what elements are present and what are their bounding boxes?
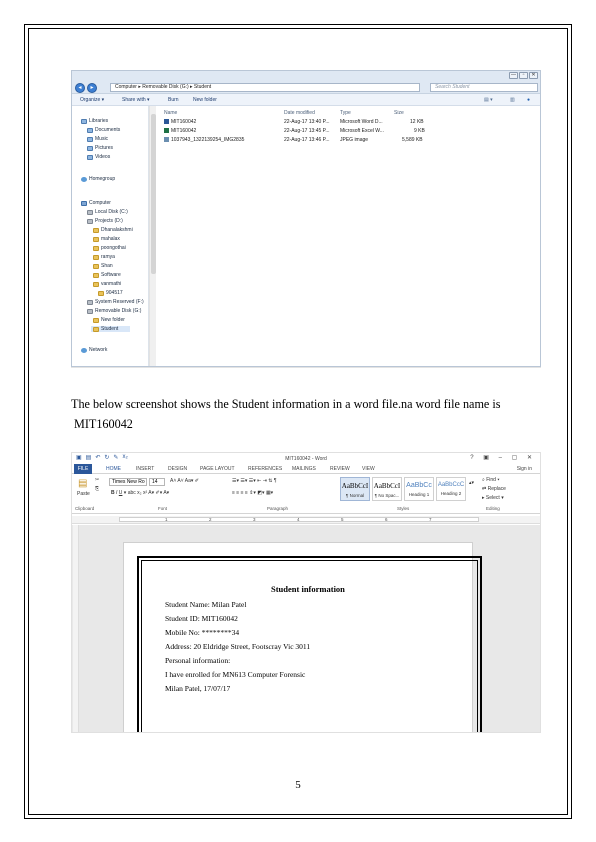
folder-icon xyxy=(93,318,99,323)
column-header-size[interactable]: Size xyxy=(394,110,404,116)
font-name-select[interactable]: Times New Ro xyxy=(109,478,147,486)
explorer-window xyxy=(71,70,541,367)
nav-system-reserved[interactable] xyxy=(87,299,144,305)
ruler-number: 5 xyxy=(341,517,344,522)
nav-label: mahalax xyxy=(101,236,120,242)
ruler-number: 4 xyxy=(297,517,300,522)
nav-label: Software xyxy=(101,272,121,278)
find-icon: ⌕ xyxy=(482,477,487,483)
minimize-button[interactable]: — xyxy=(511,72,516,78)
nav-folder-vanmathi[interactable] xyxy=(93,281,121,287)
ruler-number: 1 xyxy=(165,517,168,522)
nav-folder-student[interactable] xyxy=(91,326,130,332)
word-window xyxy=(71,452,541,733)
paste-button[interactable]: Paste xyxy=(77,491,90,497)
style-name: ¶ Normal xyxy=(345,493,365,498)
libraries-icon xyxy=(81,119,87,124)
nav-videos[interactable] xyxy=(87,154,110,160)
burn-button[interactable]: Burn xyxy=(168,97,179,103)
nav-label: poongothai xyxy=(101,245,126,251)
nav-label: Pictures xyxy=(95,145,114,151)
tab-references[interactable]: REFERENCES xyxy=(248,466,283,472)
file-list xyxy=(158,106,540,367)
select-icon: ▸ xyxy=(482,495,486,501)
document-line: I have enrolled for MN613 Computer Forensic xyxy=(165,670,306,679)
document-line: Student Name: Milan Patel xyxy=(165,600,247,609)
tab-file[interactable]: FILE xyxy=(74,464,92,474)
nav-computer[interactable] xyxy=(81,200,111,206)
file-date: 22-Aug-17 13:46 P... xyxy=(284,137,330,143)
nav-label: Music xyxy=(95,136,109,142)
window-title: MIT160042 - Word xyxy=(285,456,327,462)
explorer-body xyxy=(72,106,540,367)
forward-arrow-icon[interactable]: ▸ xyxy=(87,83,97,93)
nav-label: Documents xyxy=(95,127,121,133)
ruler-number: 7 xyxy=(429,517,432,522)
nav-label: vanmathi xyxy=(101,281,122,287)
group-label-font: Font xyxy=(158,506,168,511)
ruler-number: 2 xyxy=(209,517,212,522)
vertical-ruler[interactable] xyxy=(73,525,79,732)
nav-network[interactable] xyxy=(81,347,107,353)
nav-folder-mahalax[interactable] xyxy=(93,236,120,242)
address-row xyxy=(72,81,540,94)
nav-music[interactable] xyxy=(87,136,108,142)
subscript-icon[interactable]: x₂ xyxy=(122,454,128,460)
font-format-icons[interactable]: B I U ▾ abc x₂ x² A▾ ✐▾ A▾ xyxy=(111,490,170,496)
videos-icon xyxy=(87,155,93,160)
ribbon-tabs xyxy=(72,464,540,474)
nav-label: ramya xyxy=(101,254,115,260)
drive-icon xyxy=(87,219,93,224)
drive-icon xyxy=(87,210,93,215)
back-arrow-icon[interactable]: ◂ xyxy=(75,83,85,93)
document-line: Address: 20 Eldridge Street, Footscray Vic 3011 xyxy=(165,642,311,651)
folder-icon xyxy=(93,228,99,233)
close-button[interactable]: ✕ xyxy=(529,72,538,79)
redo-icon[interactable]: ↻ xyxy=(104,455,110,461)
tab-view[interactable]: VIEW xyxy=(362,466,375,472)
nav-label: Videos xyxy=(95,154,111,160)
drive-icon xyxy=(87,300,93,305)
styles-more-icon[interactable]: ▴▾ xyxy=(469,480,475,486)
nav-documents[interactable] xyxy=(87,127,120,133)
style-heading-2[interactable] xyxy=(436,477,466,501)
window-controls[interactable]: ? ▣ – ▢ ✕ xyxy=(470,455,536,461)
paragraph-line: MIT160042 xyxy=(74,417,133,431)
document-line: Student ID: MIT160042 xyxy=(165,614,238,623)
font-size-controls-icon[interactable]: A˄ A˅ Aa▾ ✐ xyxy=(170,478,199,484)
file-date: 22-Aug-17 13:40 P... xyxy=(284,119,330,125)
group-label-styles: Styles xyxy=(397,506,410,511)
folder-icon xyxy=(93,237,99,242)
usb-drive-icon xyxy=(87,309,93,314)
select-label: Select ▾ xyxy=(485,495,504,501)
style-preview: AaBbCcI xyxy=(341,482,369,490)
group-label-clipboard: Clipboard xyxy=(75,506,95,511)
folder-icon xyxy=(93,327,99,332)
search-input[interactable]: Search Student xyxy=(430,83,538,92)
tab-home[interactable]: HOME xyxy=(106,466,121,472)
folder-icon xyxy=(93,282,99,287)
alignment-icons[interactable]: ≡ ≡ ≡ ≡ ⇕▾ ◩▾ ▦▾ xyxy=(232,490,274,496)
horizontal-ruler[interactable] xyxy=(72,516,540,524)
nav-label: Removable Disk (G:) xyxy=(95,308,142,314)
replace-icon: ⇄ xyxy=(482,486,488,492)
file-row[interactable] xyxy=(158,136,540,144)
ruler-number: 3 xyxy=(253,517,256,522)
undo-icon[interactable]: ↶ xyxy=(95,455,101,461)
organize-button[interactable]: Organize ▾ xyxy=(80,97,105,103)
explorer-titlebar xyxy=(72,71,540,81)
nav-label: Student xyxy=(101,326,119,332)
style-normal[interactable] xyxy=(340,477,370,501)
nav-label: System Reserved (F:) xyxy=(95,299,144,305)
ribbon xyxy=(72,474,540,514)
ruler-number: 6 xyxy=(385,517,388,522)
help-icon[interactable]: ● xyxy=(527,97,531,103)
scrollbar-thumb[interactable] xyxy=(151,114,156,274)
format-painter-icon[interactable]: ✎ xyxy=(113,455,119,461)
nav-label: Shan xyxy=(101,263,113,269)
font-size-select[interactable]: 14 xyxy=(149,478,165,486)
find-label: Find ▾ xyxy=(486,477,500,483)
column-header-type[interactable]: Type xyxy=(340,110,351,116)
column-header-name[interactable]: Name xyxy=(164,110,178,116)
folder-icon xyxy=(93,273,99,278)
nav-label: Dhanalakshmi xyxy=(101,227,133,233)
word-titlebar xyxy=(72,453,540,464)
file-name xyxy=(164,119,196,125)
folder-icon xyxy=(98,291,104,296)
nav-projects[interactable] xyxy=(87,218,123,224)
list-icons[interactable]: ☰▾ ☰▾ ☰▾ ⇤ ⇥ ⇅ ¶ xyxy=(232,478,277,484)
file-size: 5,589 KB xyxy=(402,137,423,143)
file-type: Microsoft Word D... xyxy=(340,119,383,125)
nav-label: Homegroup xyxy=(89,176,116,182)
new-folder-button[interactable]: New folder xyxy=(193,97,217,103)
sign-in-link[interactable]: Sign in xyxy=(516,466,532,472)
divider xyxy=(71,367,541,368)
preview-pane-icon[interactable]: ▥ xyxy=(510,97,515,103)
select-button[interactable] xyxy=(482,495,504,501)
tab-mailings[interactable]: MAILINGS xyxy=(292,466,316,472)
nav-libraries[interactable] xyxy=(81,118,108,124)
clipboard-icon[interactable]: ▤ xyxy=(78,478,88,489)
computer-icon xyxy=(81,201,87,206)
nav-scrollbar[interactable] xyxy=(149,106,156,367)
nav-label: Computer xyxy=(89,200,111,206)
file-name-text: 1037943_1322139254_IMG2835 xyxy=(171,137,245,143)
style-no-spacing[interactable] xyxy=(372,477,402,501)
folder-icon xyxy=(93,255,99,260)
replace-button[interactable] xyxy=(482,486,506,492)
style-heading-1[interactable] xyxy=(404,477,434,501)
word-logo-icon: ▣ xyxy=(76,455,82,461)
network-icon xyxy=(81,348,87,353)
document-title: Student information xyxy=(271,584,345,594)
style-name: ¶ No Spac... xyxy=(374,493,400,498)
nav-folder-poongothai[interactable] xyxy=(93,245,126,251)
style-name: Heading 1 xyxy=(408,492,430,497)
word-icon xyxy=(164,119,169,124)
maximize-button[interactable]: ▫ xyxy=(519,72,528,79)
nav-homegroup[interactable] xyxy=(81,176,115,182)
paragraph-line: The below screenshot shows the Student information in a word file.na word file name is xyxy=(71,397,501,411)
image-icon xyxy=(164,137,169,142)
nav-folder-dhanalakshmi[interactable] xyxy=(93,227,133,233)
nav-folder-ramya[interactable] xyxy=(93,254,115,260)
nav-folder-shan[interactable] xyxy=(93,263,113,269)
document-line: Milan Patel, 17/07/17 xyxy=(165,684,231,693)
file-type: Microsoft Excel W... xyxy=(340,128,384,134)
view-options-icon[interactable]: ▤ ▾ xyxy=(484,97,493,103)
nav-label: Projects (D:) xyxy=(95,218,123,224)
tab-insert[interactable]: INSERT xyxy=(136,466,155,472)
column-header-date[interactable]: Date modified xyxy=(284,110,315,116)
folder-icon xyxy=(93,264,99,269)
nav-folder-904517[interactable] xyxy=(98,290,123,296)
file-row[interactable] xyxy=(158,118,540,126)
nav-local-disk[interactable] xyxy=(87,209,128,215)
folder-icon xyxy=(93,246,99,251)
file-name xyxy=(164,128,196,134)
music-icon xyxy=(87,137,93,142)
nav-folder-new-folder[interactable] xyxy=(93,317,125,323)
file-date: 22-Aug-17 13:45 P... xyxy=(284,128,330,134)
file-row[interactable] xyxy=(158,127,540,135)
tab-design[interactable]: DESIGN xyxy=(168,466,188,472)
navigation-pane xyxy=(72,106,149,367)
homegroup-icon xyxy=(81,177,87,182)
file-size: 12 KB xyxy=(410,119,424,125)
documents-icon xyxy=(87,128,93,133)
nav-label: Network xyxy=(89,347,108,353)
nav-label: Libraries xyxy=(89,118,109,124)
file-name-text: MIT160042 xyxy=(171,128,197,134)
copy-icon[interactable]: ⎘ xyxy=(95,486,100,492)
page-number: 5 xyxy=(295,779,301,791)
nav-folder-software[interactable] xyxy=(93,272,121,278)
style-preview: AaBbCcC xyxy=(437,482,465,488)
address-bar[interactable]: Computer ▸ Removable Disk (G:) ▸ Student xyxy=(110,83,420,92)
tab-review[interactable]: REVIEW xyxy=(330,466,350,472)
file-name-text: MIT160042 xyxy=(171,119,197,125)
nav-removable-disk[interactable] xyxy=(87,308,141,314)
group-label-editing: Editing xyxy=(486,506,500,511)
nav-label: Local Disk (C:) xyxy=(95,209,128,215)
pictures-icon xyxy=(87,146,93,151)
cut-icon[interactable]: ✂ xyxy=(95,477,100,483)
tab-page-layout[interactable]: PAGE LAYOUT xyxy=(200,466,235,472)
excel-icon xyxy=(164,128,169,133)
file-name xyxy=(164,137,244,143)
group-label-paragraph: Paragraph xyxy=(267,506,289,511)
explorer-toolbar xyxy=(72,94,540,106)
nav-label: New folder xyxy=(101,317,125,323)
replace-label: Replace xyxy=(487,486,506,492)
find-button[interactable] xyxy=(482,477,499,483)
document-line: Mobile No: ********34 xyxy=(165,628,240,637)
body-paragraph xyxy=(71,394,541,434)
document-line: Personal information: xyxy=(165,656,231,665)
style-name: Heading 2 xyxy=(440,491,462,496)
nav-pictures[interactable] xyxy=(87,145,113,151)
save-icon[interactable]: ▤ xyxy=(85,455,92,461)
nav-label: 904517 xyxy=(106,290,123,296)
share-with-button[interactable]: Share with ▾ xyxy=(122,97,150,103)
style-preview: AaBbCc xyxy=(406,482,432,489)
style-preview: AaBbCcI xyxy=(373,482,401,490)
document-body xyxy=(165,598,445,696)
file-size: 9 KB xyxy=(414,128,425,134)
file-type: JPEG image xyxy=(340,137,369,143)
